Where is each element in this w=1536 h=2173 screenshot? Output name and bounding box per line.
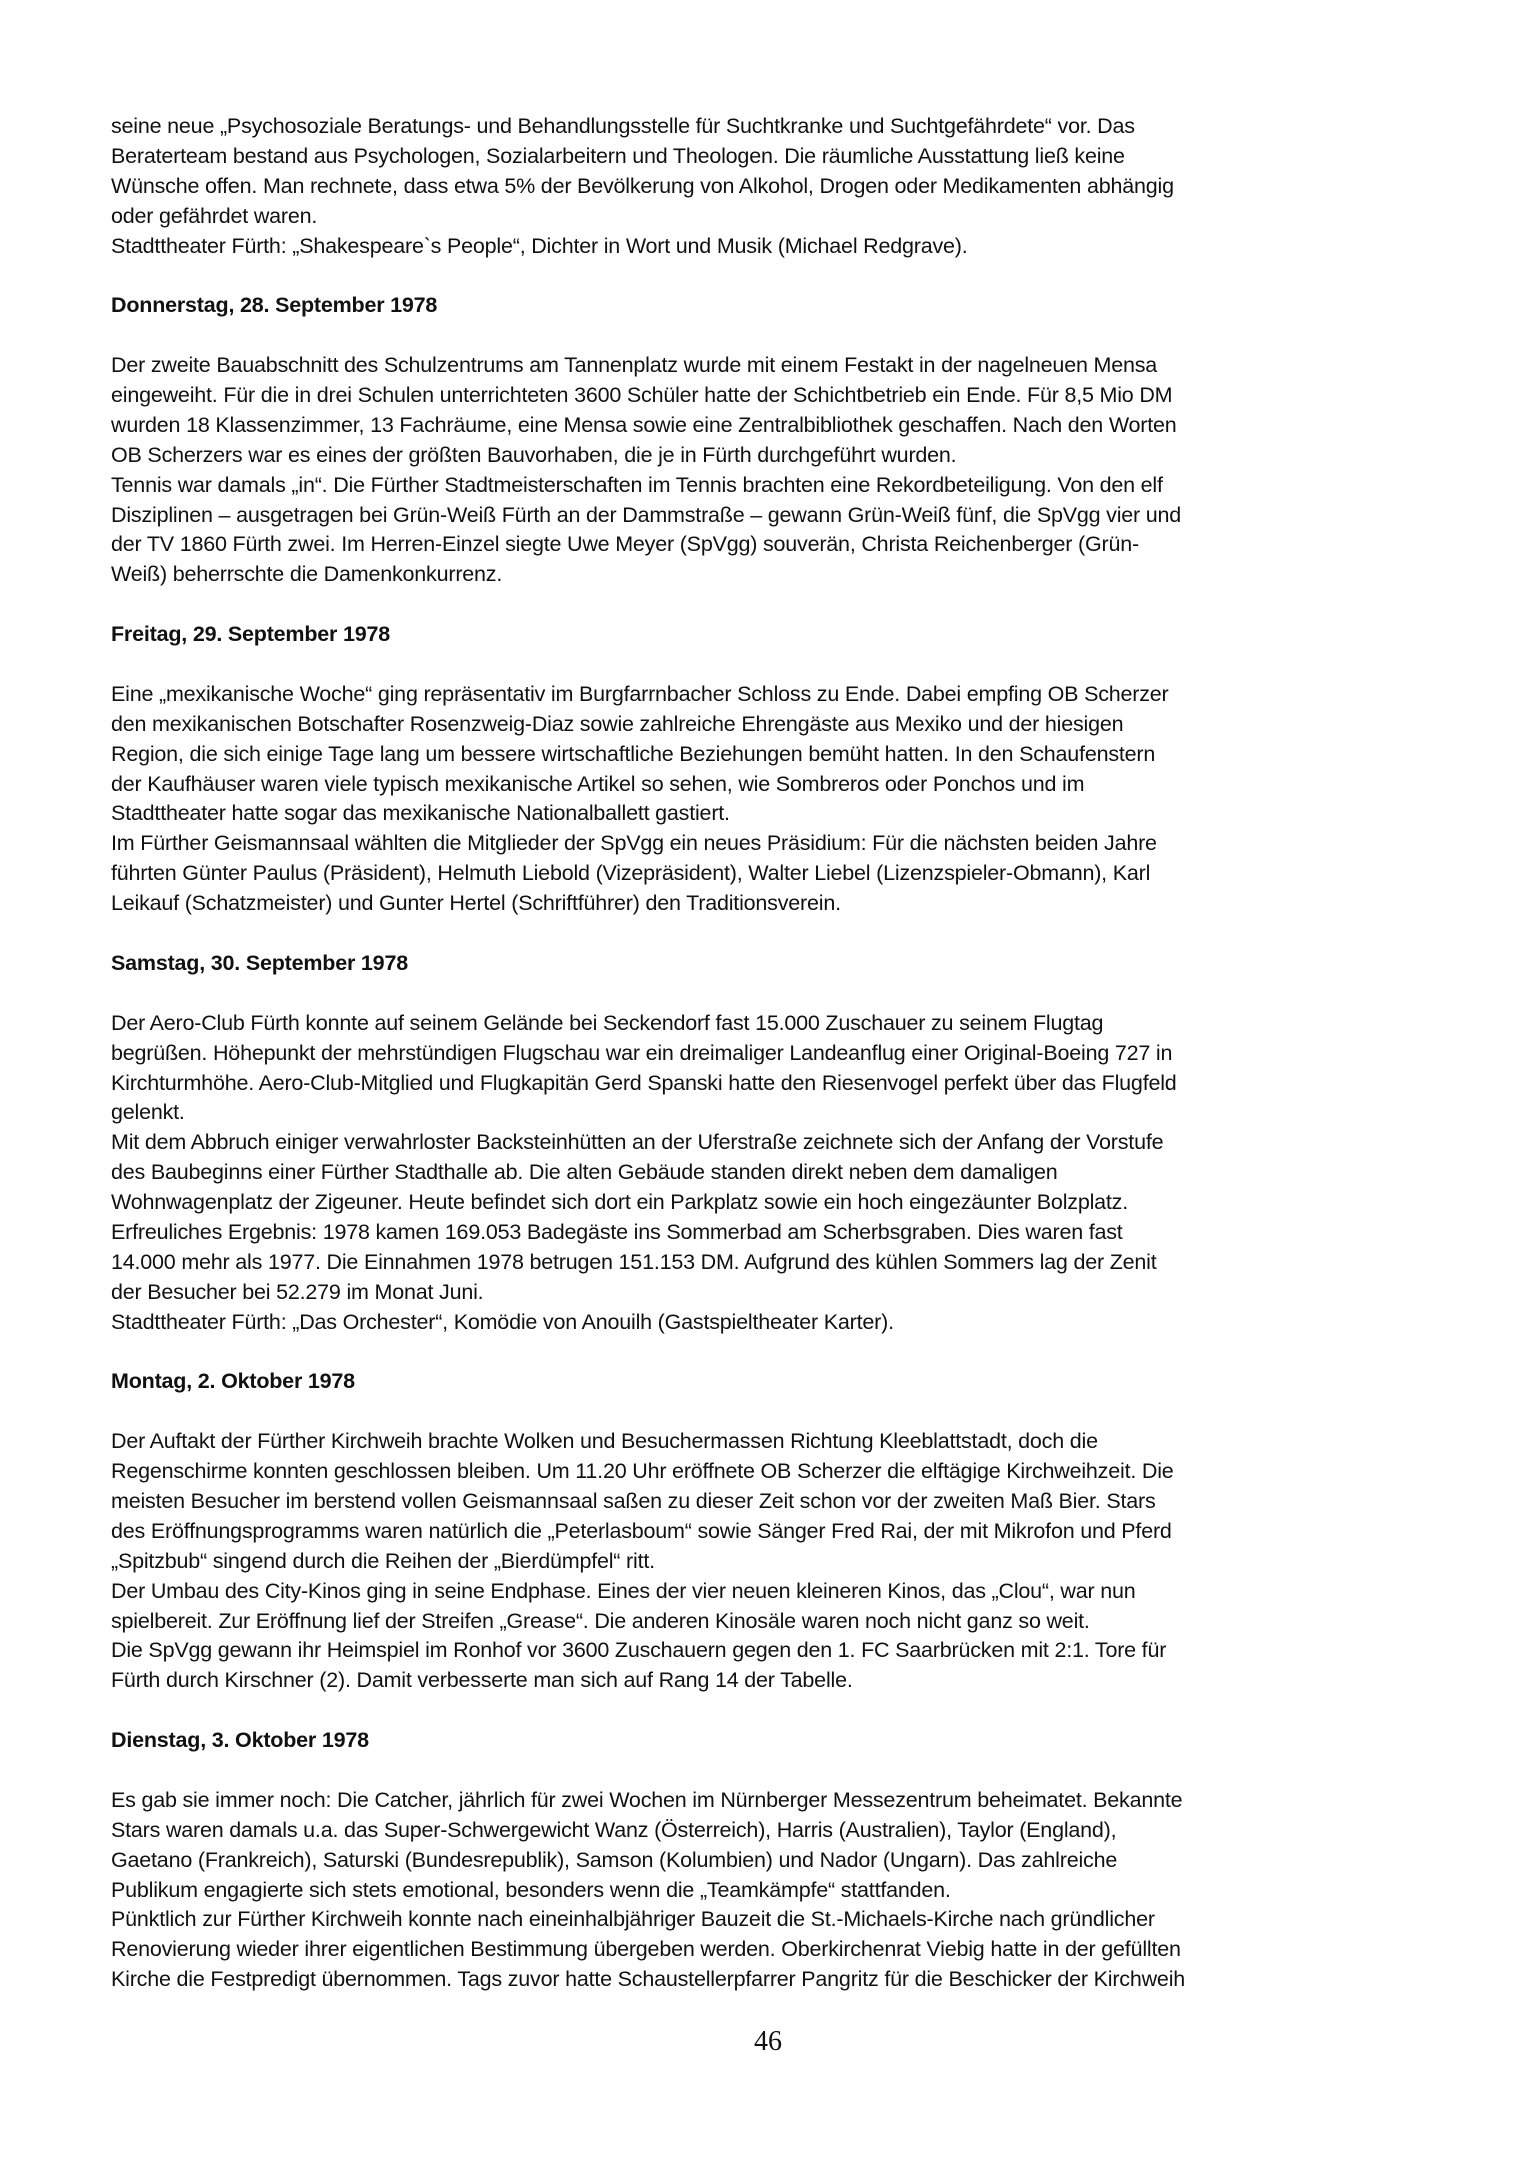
text-line: der TV 1860 Fürth zwei. Im Herren-Einzel siegte Uwe Meyer (SpVgg) souverän, Christa Reichenberger (Grün- <box>111 532 1139 557</box>
text-line: gelenkt. <box>111 1100 185 1125</box>
text-line: Der Umbau des City-Kinos ging in seine Endphase. Eines der vier neuen kleineren Kinos, das „Clou“, war nun <box>111 1578 1136 1603</box>
page-body <box>111 112 1441 1995</box>
text-line: Leikauf (Schatzmeister) und Gunter Hertel (Schriftführer) den Traditionsverein. <box>111 891 841 916</box>
text-line: Mit dem Abbruch einiger verwahrloster Backsteinhütten an der Uferstraße zeichnete sich der Anfang der Vorstufe <box>111 1130 1164 1155</box>
text-line: begrüßen. Höhepunkt der mehrstündigen Flugschau war ein dreimaliger Landeanflug einer Original-Boeing 727 in <box>111 1040 1173 1065</box>
text-line: Kirche die Festpredigt übernommen. Tags zuvor hatte Schaustellerpfarrer Pangritz für die Beschicker der Kirchweih <box>111 1967 1186 1992</box>
text-line: Gaetano (Frankreich), Saturski (Bundesrepublik), Samson (Kolumbien) und Nador (Ungarn). Das zahlreiche <box>111 1847 1118 1872</box>
text-line: OB Scherzers war es eines der größten Bauvorhaben, die je in Fürth durchgeführt wurden. <box>111 442 957 467</box>
text-line: spielbereit. Zur Eröffnung lief der Streifen „Grease“. Die anderen Kinosäle waren noch nicht ganz so weit. <box>111 1608 1090 1633</box>
section-heading: Donnerstag, 28. September 1978 <box>111 293 438 318</box>
text-line: Der Auftakt der Fürther Kirchweih brachte Wolken und Besuchermassen Richtung Kleeblattstadt, doch die <box>111 1429 1098 1454</box>
blank-line <box>111 650 1441 680</box>
blank-line <box>111 590 1441 620</box>
text-line: der Besucher bei 52.279 im Monat Juni. <box>111 1279 484 1304</box>
blank-line <box>111 321 1441 351</box>
section-heading: Dienstag, 3. Oktober 1978 <box>111 1728 369 1753</box>
text-line: Stadttheater hatte sogar das mexikanische Nationalballett gastiert. <box>111 801 730 826</box>
text-line: 14.000 mehr als 1977. Die Einnahmen 1978 betrugen 151.153 DM. Aufgrund des kühlen Sommers lag der Zenit <box>111 1249 1157 1274</box>
section-heading: Montag, 2. Oktober 1978 <box>111 1369 355 1394</box>
text-line: der Kaufhäuser waren viele typisch mexikanische Artikel so sehen, wie Sombreros oder Ponchos und im <box>111 771 1085 796</box>
blank-line <box>111 1756 1441 1786</box>
text-line: Wünsche offen. Man rechnete, dass etwa 5% der Bevölkerung von Alkohol, Drogen oder Medikamenten abhängig <box>111 173 1174 198</box>
text-line: den mexikanischen Botschafter Rosenzweig-Diaz sowie zahlreiche Ehrengäste aus Mexiko und der hiesigen <box>111 711 1124 736</box>
text-line: Kirchturmhöhe. Aero-Club-Mitglied und Flugkapitän Gerd Spanski hatte den Riesenvogel perfekt über das Flugfeld <box>111 1070 1177 1095</box>
text-line: führten Günter Paulus (Präsident), Helmuth Liebold (Vizepräsident), Walter Liebel (Lizenzspieler-Obmann), Karl <box>111 861 1151 886</box>
text-line: Beraterteam bestand aus Psychologen, Sozialarbeitern und Theologen. Die räumliche Ausstattung ließ keine <box>111 143 1125 168</box>
text-line: Eine „mexikanische Woche“ ging repräsentativ im Burgfarrnbacher Schloss zu Ende. Dabei empfing OB Scherzer <box>111 681 1169 706</box>
text-line: Regenschirme konnten geschlossen bleiben. Um 11.20 Uhr eröffnete OB Scherzer die elftägige Kirchweihzeit. Die <box>111 1459 1174 1484</box>
text-line: Stadttheater Fürth: „Das Orchester“, Komödie von Anouilh (Gastspieltheater Karter). <box>111 1309 894 1334</box>
text-line: wurden 18 Klassenzimmer, 13 Fachräume, eine Mensa sowie eine Zentralbibliothek geschaffen. Nach den Worten <box>111 412 1177 437</box>
text-line: Es gab sie immer noch: Die Catcher, jährlich für zwei Wochen im Nürnberger Messezentrum beheimatet. Bekannte <box>111 1787 1183 1812</box>
text-line: Disziplinen – ausgetragen bei Grün-Weiß Fürth an der Dammstraße – gewann Grün-Weiß fünf, die SpVgg vier und <box>111 502 1182 527</box>
page-number: 46 <box>754 2026 782 2057</box>
text-line: seine neue „Psychosoziale Beratungs- und Behandlungsstelle für Suchtkranke und Suchtgefährdete“ vor. Das <box>111 114 1135 138</box>
text-line: Die SpVgg gewann ihr Heimspiel im Ronhof vor 3600 Zuschauern gegen den 1. FC Saarbrücken mit 2:1. Tore für <box>111 1638 1167 1663</box>
text-line: des Baubeginns einer Fürther Stadthalle ab. Die alten Gebäude standen direkt neben dem damaligen <box>111 1160 1058 1185</box>
text-line: Im Fürther Geismannsaal wählten die Mitglieder der SpVgg ein neues Präsidium: Für die nächsten beiden Jahre <box>111 831 1157 856</box>
text-line: Stars waren damals u.a. das Super-Schwergewicht Wanz (Österreich), Harris (Australien), Taylor (England), <box>111 1817 1117 1842</box>
text-line: oder gefährdet waren. <box>111 203 318 228</box>
text-line: Fürth durch Kirschner (2). Damit verbesserte man sich auf Rang 14 der Tabelle. <box>111 1668 853 1693</box>
blank-line <box>111 1338 1441 1368</box>
text-line: Wohnwagenplatz der Zigeuner. Heute befindet sich dort ein Parkplatz sowie ein hoch eingezäunter Bolzplatz. <box>111 1190 1129 1215</box>
blank-line <box>111 979 1441 1009</box>
text-line: Tennis war damals „in“. Die Fürther Stadtmeisterschaften im Tennis brachten eine Rekordbeteiligung. Von den elf <box>111 472 1163 497</box>
text-line: Publikum engagierte sich stets emotional, besonders wenn die „Teamkämpfe“ stattfanden. <box>111 1877 951 1902</box>
text-line: Pünktlich zur Fürther Kirchweih konnte nach eineinhalbjähriger Bauzeit die St.-Michaels-Kirche nach gründlicher <box>111 1907 1155 1932</box>
text-line: meisten Besucher im berstend vollen Geismannsaal saßen zu dieser Zeit schon vor der zweiten Maß Bier. Stars <box>111 1488 1156 1513</box>
text-line: Der Aero-Club Fürth konnte auf seinem Gelände bei Seckendorf fast 15.000 Zuschauer zu seinem Flugtag <box>111 1010 1104 1035</box>
blank-line <box>111 919 1441 949</box>
blank-line <box>111 261 1441 291</box>
text-line: Region, die sich einige Tage lang um bessere wirtschaftliche Beziehungen bemüht hatten. In den Schaufenstern <box>111 741 1156 766</box>
section-heading: Samstag, 30. September 1978 <box>111 950 408 975</box>
text-line: Erfreuliches Ergebnis: 1978 kamen 169.053 Badegäste ins Sommerbad am Scherbsgraben. Dies waren fast <box>111 1219 1123 1244</box>
text-line: „Spitzbub“ singend durch die Reihen der „Bierdümpfel“ ritt. <box>111 1548 655 1573</box>
text-line: eingeweiht. Für die in drei Schulen unterrichteten 3600 Schüler hatte der Schichtbetrieb ein Ende. Für 8,5 Mio DM <box>111 383 1173 408</box>
text-line: Der zweite Bauabschnitt des Schulzentrums am Tannenplatz wurde mit einem Festakt in der nagelneuen Mensa <box>111 353 1158 378</box>
text-line: Renovierung wieder ihrer eigentlichen Bestimmung übergeben werden. Oberkirchenrat Viebig hatte in der gefüllten <box>111 1937 1181 1962</box>
section-heading: Freitag, 29. September 1978 <box>111 622 391 647</box>
text-line: des Eröffnungsprogramms waren natürlich die „Peterlasboum“ sowie Sänger Fred Rai, der mit Mikrofon und Pferd <box>111 1518 1172 1543</box>
text-line: Stadttheater Fürth: „Shakespeare`s People“, Dichter in Wort und Musik (Michael Redgrave). <box>111 233 968 258</box>
blank-line <box>111 1397 1441 1427</box>
text-line: Weiß) beherrschte die Damenkonkurrenz. <box>111 562 503 587</box>
blank-line <box>111 1696 1441 1726</box>
